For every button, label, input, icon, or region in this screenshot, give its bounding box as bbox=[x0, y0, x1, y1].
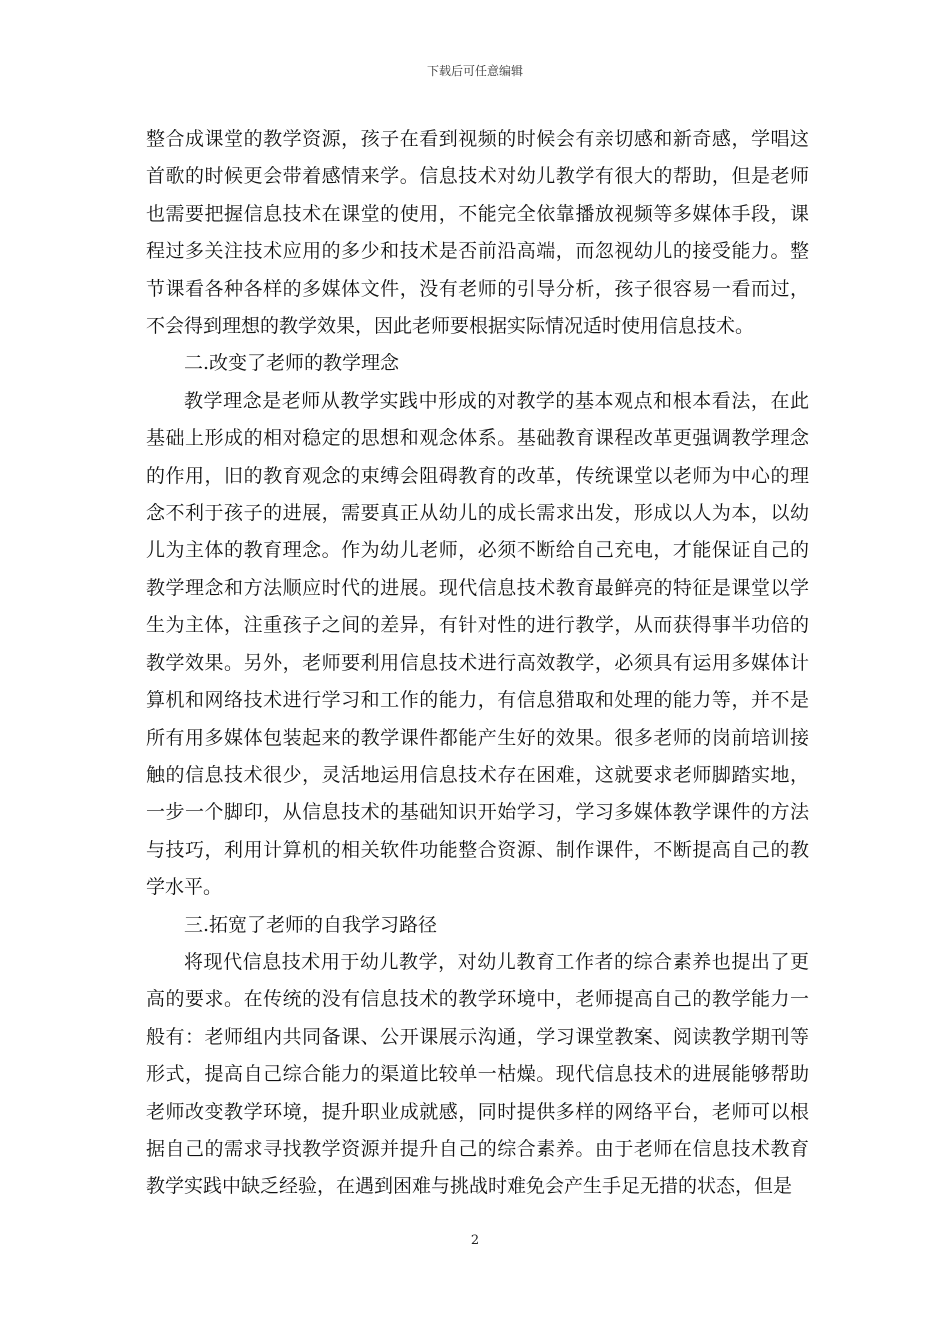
section-heading-2: 二.改变了老师的教学理念 bbox=[184, 352, 400, 375]
paragraph-teaching-philosophy: 教学理念是老师从教学实践中形成的对教学的基本观点和根本看法，在此基础上形成的相对稳定的思想和观念体系。基础教育课程改革更强调教学理念的作用，旧的教育观念的束缚会阻碍教育的改革，传统课堂以老师为中心的理念不利于孩子的进展，需要真正从幼儿的成长需求出发，形成以人为本，以幼儿为主体的教育理念。作为幼儿老师，必须不断给自己充电，才能保证自己的教学理念和方法顺应时代的进展。现代信息技术教育最鲜亮的特征是课堂以学生为主体，注重孩子之间的差异，有针对性的进行教学，从而获得事半功倍的教学效果。另外，老师要利用信息技术进行高效教学，必须具有运用多媒体计算机和网络技术进行学习和工作的能力，有信息猎取和处理的能力等，并不是所有用多媒体包装起来的教学课件都能产生好的效果。很多老师的岗前培训接触的信息技术很少，灵活地运用信息技术存在困难，这就要求老师脚踏实地，一步一个脚印，从信息技术的基础知识开始学习，学习多媒体教学课件的方法与技巧，利用计算机的相关软件功能整合资源、制作课件，不断提高自己的教学水平。 bbox=[146, 389, 809, 899]
paragraph-continuation: 整合成课堂的教学资源，孩子在看到视频的时候会有亲切感和新奇感，学唱这首歌的时候更会带着感情来学。信息技术对幼儿教学有很大的帮助，但是老师也需要把握信息技术在课堂的使用，不能完全依靠播放视频等多媒体手段，课程过多关注技术应用的多少和技术是否前沿高端，而忽视幼儿的接受能力。整节课看各种各样的多媒体文件，没有老师的引导分析，孩子很容易一看而过，不会得到理想的教学效果，因此老师要根据实际情况适时使用信息技术。 bbox=[146, 128, 809, 338]
document-body bbox=[146, 121, 809, 1206]
section-heading-3: 三.拓宽了老师的自我学习路径 bbox=[184, 913, 438, 936]
paragraph-self-learning: 将现代信息技术用于幼儿教学，对幼儿教育工作者的综合素养也提出了更高的要求。在传统的没有信息技术的教学环境中，老师提高自己的教学能力一般有：老师组内共同备课、公开课展示沟通，学习课堂教案、阅读教学期刊等形式，提高自己综合能力的渠道比较单一枯燥。现代信息技术的进展能够帮助老师改变教学环境，提升职业成就感，同时提供多样的网络平台，老师可以根据自己的需求寻找教学资源并提升自己的综合素养。由于老师在信息技术教育教学实践中缺乏经验，在遇到困难与挑战时难免会产生手足无措的状态，但是 bbox=[146, 950, 809, 1198]
page-header: 下载后可任意编辑 bbox=[426, 64, 523, 78]
page-number: 2 bbox=[470, 1233, 480, 1248]
